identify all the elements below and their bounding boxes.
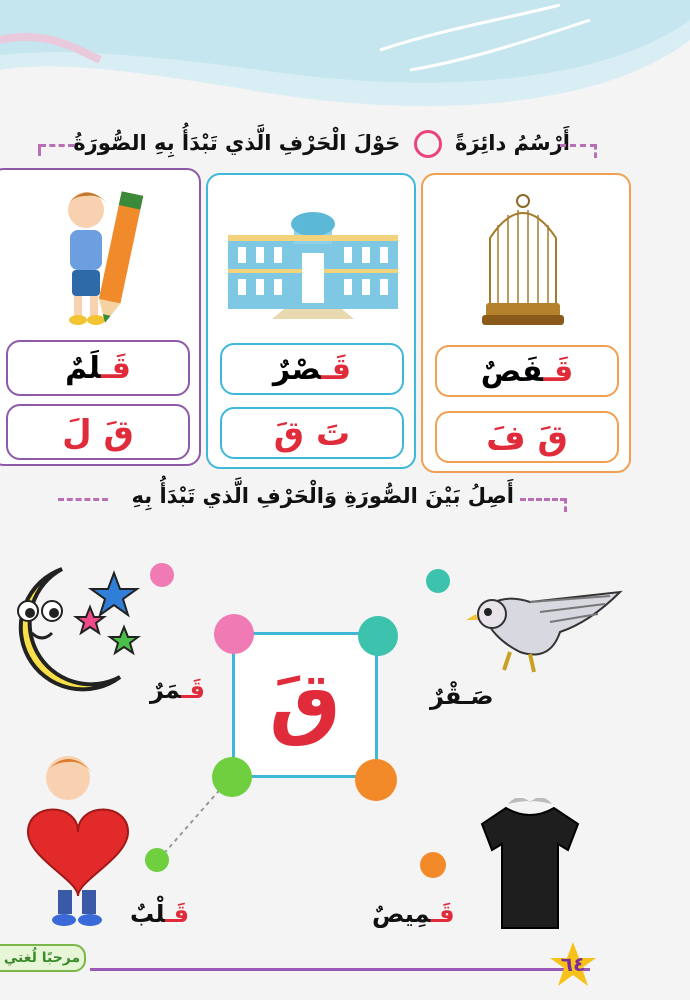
boy-with-pencil-icon xyxy=(48,182,148,332)
word-rest: صْرٌ xyxy=(272,352,322,387)
dashed-bracket xyxy=(38,144,41,156)
center-letter-box xyxy=(232,632,378,778)
word-rest: لَمٌ xyxy=(65,351,101,386)
dashed-bracket xyxy=(594,144,597,158)
word-rest: مَرٌ xyxy=(150,676,182,704)
connect-dot[interactable] xyxy=(145,848,169,872)
dashed-bracket xyxy=(520,498,566,501)
letter-choices[interactable]: قَ فَ xyxy=(435,411,619,463)
header-decoration xyxy=(0,0,690,110)
word-rest: فَصٌ xyxy=(480,354,544,389)
instruction-connect: أَصِلُ بَيْنَ الصُّورَةِ وَالْحَرْفِ الَّذي تَبْدَأُ بِهِ xyxy=(131,484,514,508)
footer-line xyxy=(90,968,590,971)
word-rest: قْرٌ xyxy=(430,682,463,710)
brand-label: مرحبًا لُغتي xyxy=(0,944,86,972)
circle-icon xyxy=(414,130,442,158)
word-first-letter: قَـ xyxy=(321,352,352,387)
page-number: ٦٤ xyxy=(560,952,586,976)
connect-dot[interactable] xyxy=(214,614,254,654)
connect-dot[interactable] xyxy=(150,563,174,587)
word-moon xyxy=(150,676,205,704)
card-palace xyxy=(206,173,416,469)
instruction-part-2: حَوْلَ الْحَرْفِ الَّذي تَبْدَأُ بِهِ الصُّورَةُ xyxy=(73,131,401,155)
dashed-bracket xyxy=(58,498,108,501)
word-pill xyxy=(6,340,190,396)
word-first-letter: قَـ xyxy=(100,351,131,386)
center-letter: قَ xyxy=(269,655,341,748)
connect-dot[interactable] xyxy=(420,852,446,878)
page-number-badge xyxy=(548,940,598,990)
birdcage-icon xyxy=(478,193,568,333)
connect-dot[interactable] xyxy=(358,616,398,656)
instruction-circle-letter xyxy=(73,130,570,158)
letter-choices[interactable]: قَ لَ xyxy=(6,404,190,460)
instruction-part-1: أَرْسُمُ دائِرَةً xyxy=(454,131,570,155)
word-first-letter: قَـ xyxy=(430,900,455,928)
word-pill xyxy=(435,345,619,397)
word-pill xyxy=(220,343,404,395)
moon-and-stars-icon xyxy=(2,565,152,695)
word-first-letter: صَـ xyxy=(462,682,494,710)
falcon-icon xyxy=(460,582,630,682)
connect-dot[interactable] xyxy=(212,757,252,797)
dashed-bracket xyxy=(560,144,596,147)
boy-with-heart-icon xyxy=(24,750,134,930)
card-pencil xyxy=(0,168,201,466)
letter-choices[interactable]: تَ قَ xyxy=(220,407,404,459)
t-shirt-icon xyxy=(478,798,582,932)
word-first-letter: قَـ xyxy=(181,676,205,704)
connect-dot[interactable] xyxy=(426,569,450,593)
connect-dot[interactable] xyxy=(355,759,397,801)
card-birdcage xyxy=(421,173,631,473)
dashed-bracket xyxy=(564,498,567,512)
word-first-letter: قَـ xyxy=(165,900,190,928)
word-rest: لْبٌ xyxy=(130,900,166,928)
word-falcon xyxy=(430,682,494,710)
word-rest: مِيصٌ xyxy=(372,900,431,928)
palace-icon xyxy=(224,209,402,319)
dashed-bracket xyxy=(40,144,74,147)
word-heart xyxy=(130,900,189,928)
word-shirt xyxy=(372,900,455,928)
word-first-letter: قَـ xyxy=(543,354,574,389)
